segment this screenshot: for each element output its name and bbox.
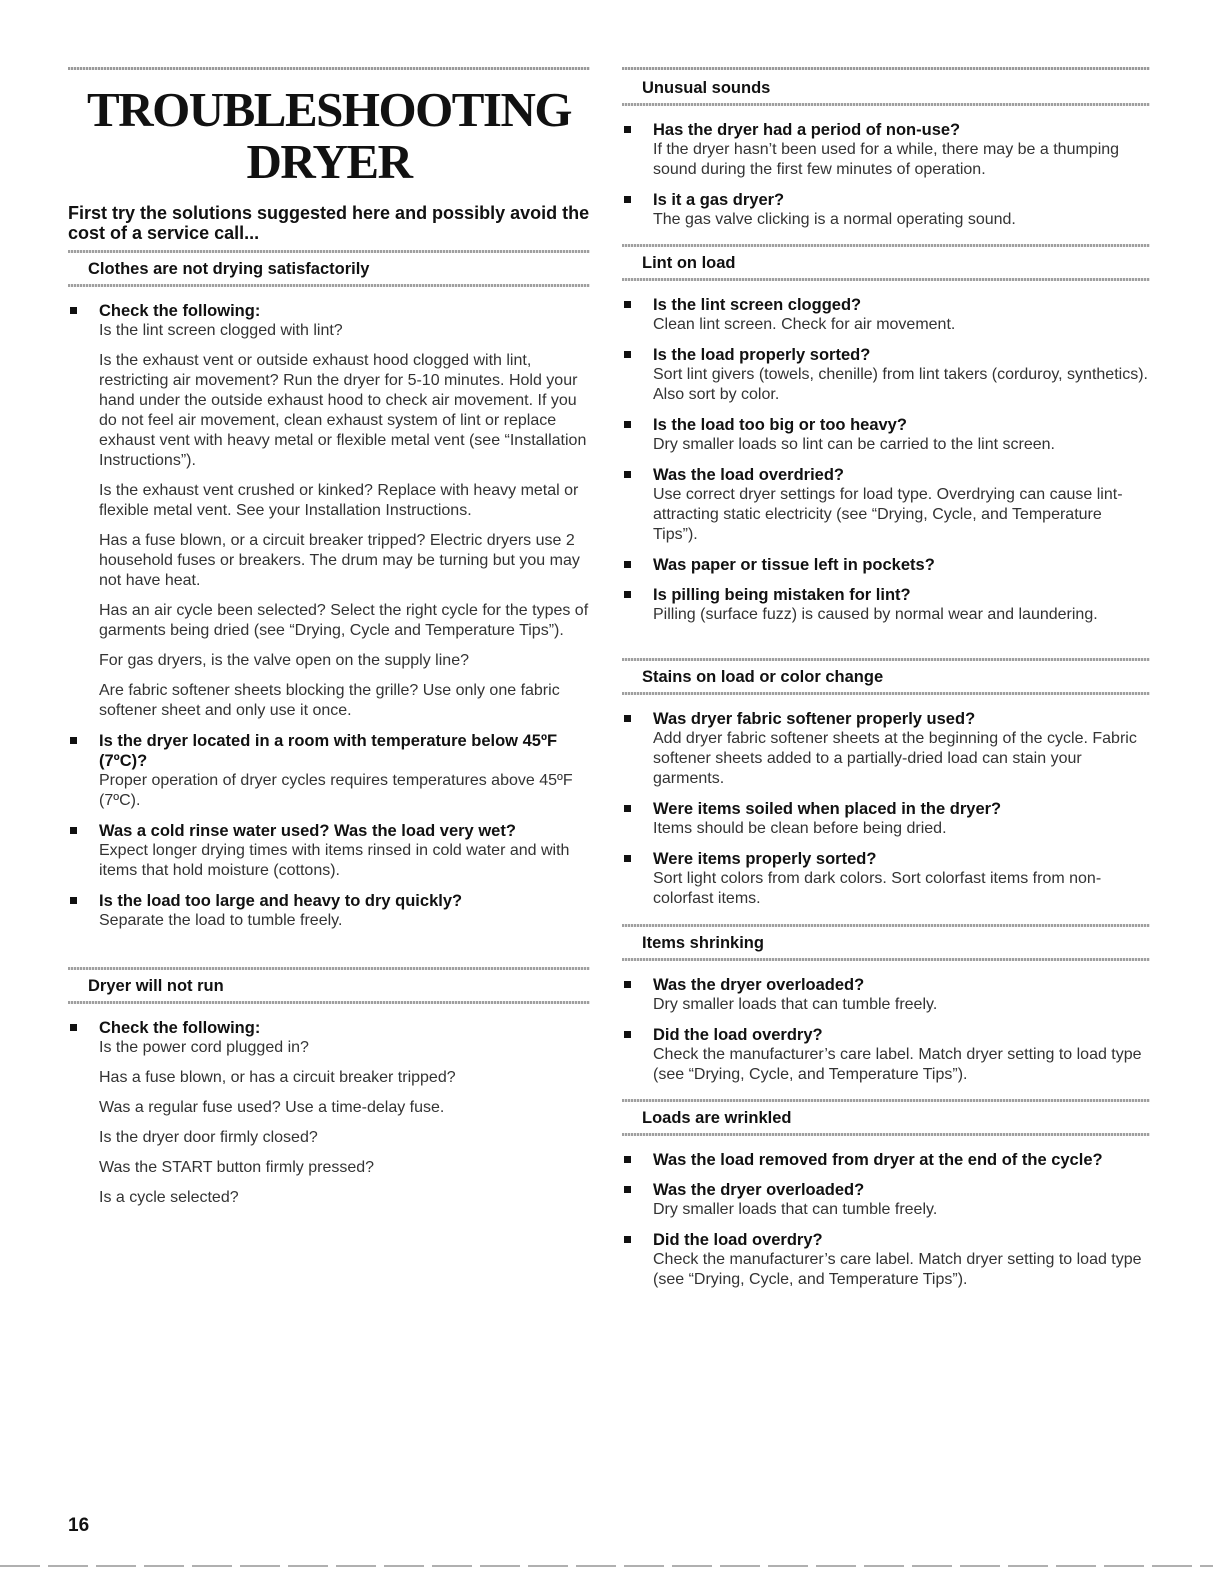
paragraph: Has a fuse blown, or has a circuit breaker tripped?: [99, 1069, 456, 1086]
bullet-icon: [624, 351, 631, 358]
question: Has the dryer had a period of non-use?: [653, 121, 961, 139]
section-stains: [622, 658, 1150, 909]
section-rule: [622, 103, 1150, 106]
section-will-not-run: [68, 967, 590, 1208]
list-item: [622, 849, 1150, 909]
bullet-icon: [624, 1031, 631, 1038]
bullet-icon: [624, 591, 631, 598]
question: Is the lint screen clogged?: [653, 296, 862, 314]
question: Was the load overdried?: [653, 466, 845, 484]
answer: Sort light colors from dark colors. Sort colorfast items from non-colorfast items.: [653, 870, 1102, 907]
answer: Dry smaller loads that can tumble freely.: [653, 1201, 938, 1218]
answer: Dry smaller loads so lint can be carried to the lint screen.: [653, 436, 1055, 453]
bullet-icon: [624, 805, 631, 812]
answer: Items should be clean before being dried.: [653, 820, 947, 837]
paragraph: Is the dryer door firmly closed?: [99, 1129, 318, 1146]
bullet-icon: [624, 715, 631, 722]
answer: Sort lint givers (towels, chenille) from lint takers (corduroy, synthetics). Also sort by color.: [653, 366, 1148, 403]
list-item: [622, 709, 1150, 789]
answer: Is the lint screen clogged with lint?: [99, 322, 343, 339]
question: Did the load overdry?: [653, 1231, 823, 1249]
section-not-drying: [68, 250, 590, 931]
section-rule: [622, 692, 1150, 695]
question: Is the dryer located in a room with temperature below 45ºF (7ºC)?: [99, 732, 558, 770]
bullet-icon: [70, 737, 77, 744]
paragraph: Is the exhaust vent or outside exhaust hood clogged with lint, restricting air movement? Run the dryer for 5-10 minutes. Hold your hand under the outside exhaust hood to check air movement. If you do not feel air movement, clean exhaust system of lint or replace exhaust vent with heavy metal or flexible metal vent (see “Installation Instructions”).: [99, 352, 587, 469]
bullet-icon: [624, 855, 631, 862]
question: Were items soiled when placed in the dryer?: [653, 800, 1002, 818]
question: Is the load too large and heavy to dry quickly?: [99, 892, 463, 910]
bottom-rule: [0, 1565, 1213, 1567]
list-item: [622, 345, 1150, 405]
intro-text: First try the solutions suggested here and possibly avoid the cost of a service call...: [68, 203, 590, 243]
answer: Clean lint screen. Check for air movement.: [653, 316, 956, 333]
list-item: [68, 731, 590, 811]
question: Is it a gas dryer?: [653, 191, 785, 209]
paragraph: Has an air cycle been selected? Select the right cycle for the types of garments being dried (see “Drying, Cycle and Temperature Tips”).: [99, 602, 589, 639]
page-number: 16: [68, 1515, 90, 1536]
bullet-icon: [624, 301, 631, 308]
paragraph: Was a regular fuse used? Use a time-delay fuse.: [99, 1099, 445, 1116]
list-item: [622, 1150, 1150, 1170]
top-rule-left: [68, 67, 590, 70]
list-item: [68, 891, 590, 931]
list-item: [622, 1230, 1150, 1290]
bullet-icon: [70, 827, 77, 834]
section-rule: [622, 958, 1150, 961]
section-heading: Unusual sounds: [642, 79, 771, 97]
list-item: [622, 190, 1150, 230]
bullet-icon: [624, 471, 631, 478]
bullet-icon: [70, 307, 77, 314]
section-lint-on-load: [622, 244, 1150, 625]
answer: Check the manufacturer’s care label. Match dryer setting to load type (see “Drying, Cycle, and Temperature Tips”).: [653, 1046, 1142, 1083]
list-item: [68, 1018, 590, 1058]
list-item: [622, 585, 1150, 625]
answer: Use correct dryer settings for load type. Overdrying can cause lint-attracting static electricity (see “Drying, Cycle, and Temperature Tips”).: [653, 486, 1123, 543]
paragraph: For gas dryers, is the valve open on the supply line?: [99, 652, 469, 669]
section-rule: [622, 278, 1150, 281]
bullet-icon: [624, 1186, 631, 1193]
question: Was paper or tissue left in pockets?: [653, 556, 935, 574]
list-item: [622, 975, 1150, 1015]
question: Is the load properly sorted?: [653, 346, 871, 364]
question: Were items properly sorted?: [653, 850, 877, 868]
section-heading: Clothes are not drying satisfactorily: [88, 260, 370, 278]
answer: Add dryer fabric softener sheets at the beginning of the cycle. Fabric softener sheets added to a partially-dried load can stain your garments.: [653, 730, 1137, 787]
paragraph: Is the exhaust vent crushed or kinked? Replace with heavy metal or flexible metal vent. See your Installation Instructions.: [99, 482, 579, 519]
bullet-icon: [70, 897, 77, 904]
section-heading: Lint on load: [642, 254, 736, 272]
question: Was the dryer overloaded?: [653, 1181, 865, 1199]
list-item: [622, 555, 1150, 575]
list-item: [622, 120, 1150, 180]
list-item: [622, 415, 1150, 455]
question: Is pilling being mistaken for lint?: [653, 586, 911, 604]
section-rule: [68, 1001, 590, 1004]
bullet-icon: [624, 196, 631, 203]
answer: Check the manufacturer’s care label. Match dryer setting to load type (see “Drying, Cycle, and Temperature Tips”).: [653, 1251, 1142, 1288]
question: Was the dryer overloaded?: [653, 976, 865, 994]
bullet-icon: [624, 1156, 631, 1163]
paragraph: Is a cycle selected?: [99, 1189, 239, 1206]
section-heading: Loads are wrinkled: [642, 1109, 792, 1127]
bullet-icon: [624, 561, 631, 568]
answer: Separate the load to tumble freely.: [99, 912, 343, 929]
bullet-icon: [70, 1024, 77, 1031]
list-item: [68, 301, 590, 341]
answer: Expect longer drying times with items rinsed in cold water and with items that hold moisture (cottons).: [99, 842, 570, 879]
question: Check the following:: [99, 302, 261, 320]
list-item: [622, 295, 1150, 335]
list-item: [622, 1025, 1150, 1085]
answer: Proper operation of dryer cycles requires temperatures above 45ºF (7ºC).: [99, 772, 573, 809]
answer: Pilling (surface fuzz) is caused by normal wear and laundering.: [653, 606, 1098, 623]
title-line-2: DRYER: [246, 134, 412, 189]
page-title: [68, 84, 590, 188]
section-rule: [68, 284, 590, 287]
bullet-icon: [624, 126, 631, 133]
question: Was a cold rinse water used? Was the load very wet?: [99, 822, 516, 840]
paragraph: Was the START button firmly pressed?: [99, 1159, 375, 1176]
section-shrinking: [622, 924, 1150, 1085]
answer: The gas valve clicking is a normal operating sound.: [653, 211, 1016, 228]
list-item: [622, 799, 1150, 839]
title-line-1: TROUBLESHOOTING: [87, 82, 571, 137]
question: Was dryer fabric softener properly used?: [653, 710, 976, 728]
question: Check the following:: [99, 1019, 261, 1037]
question: Was the load removed from dryer at the end of the cycle?: [653, 1151, 1103, 1169]
list-item: [622, 1180, 1150, 1220]
section-rule: [622, 1133, 1150, 1136]
answer: If the dryer hasn’t been used for a while, there may be a thumping sound during the first few minutes of operation.: [653, 141, 1120, 178]
section-heading: Stains on load or color change: [642, 668, 884, 686]
list-item: [622, 465, 1150, 545]
question: Did the load overdry?: [653, 1026, 823, 1044]
answer: Dry smaller loads that can tumble freely.: [653, 996, 938, 1013]
paragraph: Are fabric softener sheets blocking the grille? Use only one fabric softener sheet and only use it once.: [99, 682, 560, 719]
list-item: [68, 821, 590, 881]
answer: Is the power cord plugged in?: [99, 1039, 309, 1056]
section-heading: Dryer will not run: [88, 977, 224, 995]
bullet-icon: [624, 1236, 631, 1243]
bullet-icon: [624, 421, 631, 428]
paragraph: Has a fuse blown, or a circuit breaker tripped? Electric dryers use 2 household fuses or breakers. The drum may be turning but you may not have heat.: [99, 532, 580, 589]
question: Is the load too big or too heavy?: [653, 416, 907, 434]
section-unusual-sounds: [622, 72, 1150, 230]
top-rule-right: [622, 67, 1150, 70]
bullet-icon: [624, 981, 631, 988]
section-heading: Items shrinking: [642, 934, 764, 952]
section-wrinkled: [622, 1099, 1150, 1290]
